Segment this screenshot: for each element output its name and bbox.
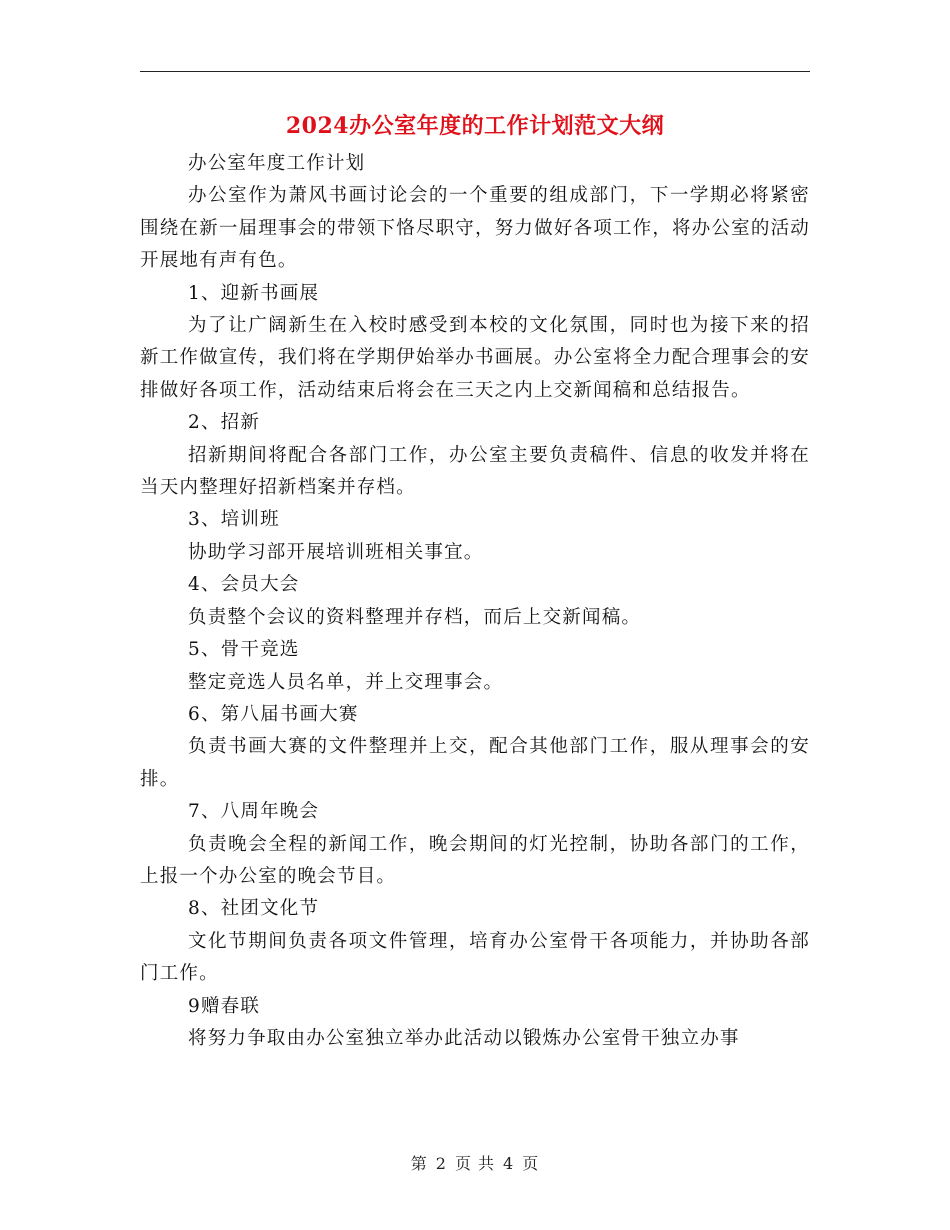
section-heading: 6、第八届书画大赛	[188, 703, 359, 725]
paragraph: 办公室作为萧风书画讨论会的一个重要的组成部门，下一学期必将紧密围绕在新一届理事会的带领下恪尽职守，努力做好各项工作，将办公室的活动开展地有声有色。	[140, 185, 810, 272]
section-heading: 4、会员大会	[188, 574, 300, 596]
paragraph: 招新期间将配合各部门工作，办公室主要负责稿件、信息的收发并将在当天内整理好招新档案并存档。	[140, 444, 810, 499]
paragraph: 整定竞选人员名单，并上交理事会。	[188, 671, 504, 693]
paragraph: 为了让广阔新生在入校时感受到本校的文化氛围，同时也为接下来的招新工作做宣传，我们将在学期伊始举办书画展。办公室将全力配合理事会的安排做好各项工作，活动结束后将会在三天之内上交新闻稿和总结报告。	[140, 315, 810, 401]
paragraph: 负责整个会议的资料整理并存档，而后上交新闻稿。	[188, 606, 642, 628]
section-heading: 3、培训班	[188, 509, 280, 531]
paragraph: 办公室年度工作计划	[188, 153, 366, 174]
page-label-prefix: 第	[410, 1154, 428, 1173]
paragraph: 将努力争取由办公室独立举办此活动以锻炼办公室骨干独立办事	[188, 1027, 740, 1049]
section-heading: 5、骨干竞选	[188, 639, 300, 661]
paragraph: 文化节期间负责各项文件管理，培育办公室骨干各项能力，并协助各部门工作。	[140, 930, 810, 985]
current-page-number: 2	[435, 1154, 447, 1173]
page-footer	[0, 1152, 950, 1176]
document-body	[140, 148, 810, 1055]
header-rule	[140, 71, 810, 72]
section-heading: 9赠春联	[188, 995, 261, 1017]
paragraph: 协助学习部开展培训班相关事宜。	[188, 541, 484, 563]
section-heading: 7、八周年晚会	[188, 801, 320, 823]
total-pages-number: 4	[503, 1154, 515, 1173]
page-label-suffix: 页	[522, 1154, 540, 1173]
section-heading: 1、迎新书画展	[188, 282, 320, 304]
document-title: 2024办公室年度的工作计划范文大纲	[285, 113, 665, 139]
paragraph: 负责晚会全程的新闻工作，晚会期间的灯光控制，协助各部门的工作，上报一个办公室的晚会节目。	[140, 833, 810, 887]
page-label-mid: 页 共	[454, 1154, 496, 1173]
section-heading: 2、招新	[188, 412, 261, 434]
paragraph: 负责书画大赛的文件整理并上交，配合其他部门工作，服从理事会的安排。	[140, 736, 810, 790]
section-heading: 8、社团文化节	[188, 898, 320, 920]
